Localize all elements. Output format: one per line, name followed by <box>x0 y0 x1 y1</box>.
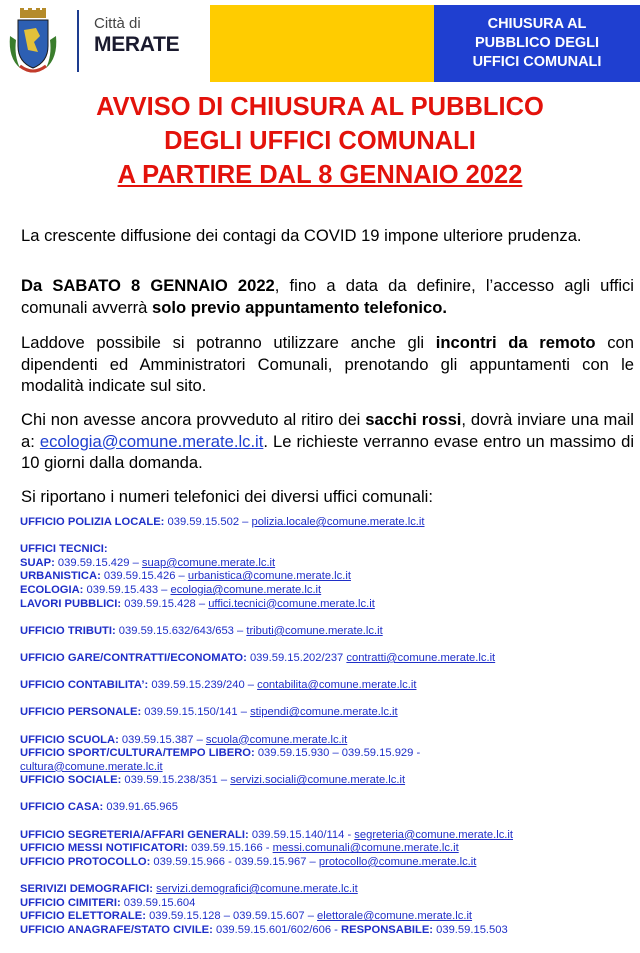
office-label: LAVORI PUBBLICI: <box>20 597 122 610</box>
office-email-link[interactable]: servizi.sociali@comune.merate.lc.it <box>230 774 406 787</box>
office-row <box>20 829 635 843</box>
office-email-link[interactable]: contratti@comune.merate.lc.it <box>346 651 496 664</box>
office-email-link[interactable]: servizi.demografici@comune.merate.lc.it <box>156 883 358 896</box>
office-label: UFFICI TECNICI: <box>20 543 108 556</box>
header <box>0 0 640 85</box>
office-row <box>20 774 635 788</box>
bags-highlight: sacchi rossi <box>365 410 462 429</box>
office-email-link[interactable]: scuola@comune.merate.lc.it <box>205 733 348 746</box>
office-phone: 039.59.15.433 – <box>83 583 171 596</box>
badge-line: PUBBLICO DEGLI <box>474 35 600 51</box>
office-phone: 039.59.15.428 – <box>121 597 209 610</box>
office-label: UFFICIO CIMITERI: <box>20 896 121 909</box>
office-email-link[interactable]: uffici.tecnici@comune.merate.lc.it <box>208 597 375 610</box>
office-label: SERIVIZI DEMOGRAFICI: <box>20 883 154 896</box>
office-email-link[interactable]: elettorale@comune.merate.lc.it <box>317 910 473 923</box>
office-row <box>20 557 635 571</box>
office-phone: 039.59.15.202/237 <box>246 651 347 664</box>
office-row <box>20 734 635 748</box>
office-email-link[interactable]: cultura@comune.merate.lc.it <box>20 760 163 773</box>
yellow-band <box>210 5 434 82</box>
office-label: UFFICIO SCUOLA: <box>20 733 119 746</box>
logo-city-name: MERATE <box>94 33 180 56</box>
office-label: URBANISTICA: <box>20 570 101 583</box>
office-phone: 039.91.65.965 <box>103 801 178 814</box>
office-label: RESPONSABILE: <box>341 923 434 936</box>
office-directory <box>20 516 635 937</box>
office-row <box>20 897 635 911</box>
office-label: UFFICIO CASA: <box>20 801 104 814</box>
office-email-link[interactable]: urbanistica@comune.merate.lc.it <box>187 570 351 583</box>
office-phone: 039.59.15.632/643/653 – <box>115 624 247 637</box>
office-row <box>20 842 635 856</box>
title-line-3: A PARTIRE DAL 8 GENNAIO 2022 <box>117 161 523 189</box>
office-label: SUAP: <box>20 556 55 569</box>
office-label: UFFICIO ANAGRAFE/STATO CIVILE: <box>20 923 213 936</box>
text-span: , dovrà inviare una mail a: <box>21 410 634 451</box>
office-label: UFFICIO TRIBUTI: <box>20 624 116 637</box>
office-row <box>20 747 635 761</box>
office-phone: 039.59.15.166 - <box>188 842 273 855</box>
paragraph-sacchi <box>21 409 634 474</box>
text-span: . Le richieste verranno evase entro un massimo di 10 giorni dalla domanda. <box>21 431 635 472</box>
badge-line: UFFICI COMUNALI <box>472 54 602 70</box>
text-span: con dipendenti ed Amministratori Comunali, prenotando gli appuntamenti con le modalità indicate sul sito. <box>21 333 634 395</box>
office-email-link[interactable]: stipendi@comune.merate.lc.it <box>250 706 398 719</box>
office-email-link[interactable]: polizia.locale@comune.merate.lc.it <box>251 516 425 528</box>
office-row <box>20 883 635 897</box>
office-email-link[interactable]: tributi@comune.merate.lc.it <box>246 624 383 637</box>
office-email-link[interactable]: protocollo@comune.merate.lc.it <box>318 855 477 868</box>
badge-line: CHIUSURA AL <box>487 16 587 32</box>
city-logo-text <box>94 16 179 58</box>
office-label: UFFICIO MESSI NOTIFICATORI: <box>20 842 189 855</box>
office-label: UFFICIO ELETTORALE: <box>20 910 146 923</box>
office-label: UFFICIO PERSONALE: <box>20 706 142 719</box>
office-label: UFFICIO SPORT/CULTURA/TEMPO LIBERO: <box>20 747 255 760</box>
paragraph-remoto <box>21 332 634 397</box>
office-label: UFFICIO SEGRETERIA/AFFARI GENERALI: <box>20 828 249 841</box>
header-badge <box>434 5 640 82</box>
office-email-link[interactable]: suap@comune.merate.lc.it <box>141 556 276 569</box>
office-label: ECOLOGIA: <box>20 583 84 596</box>
page-title <box>0 90 640 192</box>
logo-subtitle: Città di <box>94 15 141 32</box>
office-phone: 039.59.15.238/351 – <box>121 774 231 787</box>
title-line-1: AVVISO DI CHIUSURA AL PUBBLICO <box>96 93 544 121</box>
date-highlight: Da SABATO 8 GENNAIO 2022 <box>21 276 275 295</box>
office-row <box>20 625 635 639</box>
text-span: Laddove possibile si potranno utilizzare anche gli <box>21 333 436 352</box>
office-group-heading <box>20 543 635 557</box>
office-email-link[interactable]: messi.comunali@comune.merate.lc.it <box>272 842 459 855</box>
office-row-continued <box>20 761 635 775</box>
office-row <box>20 801 635 815</box>
paragraph-prudenza: La crescente diffusione dei contagi da COVID 19 impone ulteriore prudenza. <box>21 226 582 245</box>
office-row <box>20 598 635 612</box>
text-span: , fino a data da definire, l’accesso agli uffici comunali avverrà <box>21 276 634 317</box>
office-phone: 039.59.15.128 – 039.59.15.607 – <box>145 910 318 923</box>
text-span: Chi non avesse ancora provveduto al ritiro dei <box>21 410 366 429</box>
office-label: UFFICIO POLIZIA LOCALE: <box>20 516 165 528</box>
office-email-link[interactable]: segreteria@comune.merate.lc.it <box>354 828 514 841</box>
office-row <box>20 910 635 924</box>
office-row <box>20 516 635 530</box>
appointment-highlight: solo previo appuntamento telefonico. <box>151 297 447 317</box>
office-phone: 039.59.15.502 – <box>164 516 252 528</box>
office-phone: 039.59.15.503 <box>433 923 508 936</box>
office-row <box>20 584 635 598</box>
office-label: UFFICIO SOCIALE: <box>20 774 122 787</box>
office-row <box>20 570 635 584</box>
office-phone: 039.59.15.601/602/606 - <box>212 923 342 936</box>
office-phone: 039.59.15.429 – <box>54 556 142 569</box>
office-row <box>20 652 635 666</box>
office-phone: 039.59.15.239/240 – <box>148 679 258 692</box>
office-phone: 039.59.15.150/141 – <box>141 706 251 719</box>
office-label: UFFICIO GARE/CONTRATTI/ECONOMATO: <box>20 651 247 664</box>
logo-divider <box>77 10 79 72</box>
office-phone: 039.59.15.604 <box>120 896 196 909</box>
office-row <box>20 706 635 720</box>
city-crest-logo <box>6 6 60 78</box>
office-row <box>20 924 635 938</box>
paragraph-intro-list: Si riportano i numeri telefonici dei diversi uffici comunali: <box>21 487 433 506</box>
office-phone: 039.59.15.387 – <box>118 733 206 746</box>
office-email-link[interactable]: ecologia@comune.merate.lc.it <box>170 583 322 596</box>
office-row <box>20 679 635 693</box>
ecologia-email-link[interactable]: ecologia@comune.merate.lc.it <box>39 431 264 451</box>
office-label: UFFICIO PROTOCOLLO: <box>20 855 151 868</box>
office-phone: 039.59.15.140/114 - <box>248 828 355 841</box>
office-phone: 039.59.15.426 – <box>100 570 188 583</box>
title-line-2: DEGLI UFFICI COMUNALI <box>164 127 476 155</box>
office-phone: 039.59.15.930 – 039.59.15.929 - <box>254 747 421 760</box>
paragraph-appuntamento <box>21 275 634 318</box>
office-phone: 039.59.15.966 - 039.59.15.967 – <box>150 855 319 868</box>
office-row <box>20 856 635 870</box>
office-label: UFFICIO CONTABILITA’: <box>20 679 149 692</box>
office-email-link[interactable]: contabilita@comune.merate.lc.it <box>257 679 417 692</box>
remote-highlight: incontri da remoto <box>435 333 596 352</box>
